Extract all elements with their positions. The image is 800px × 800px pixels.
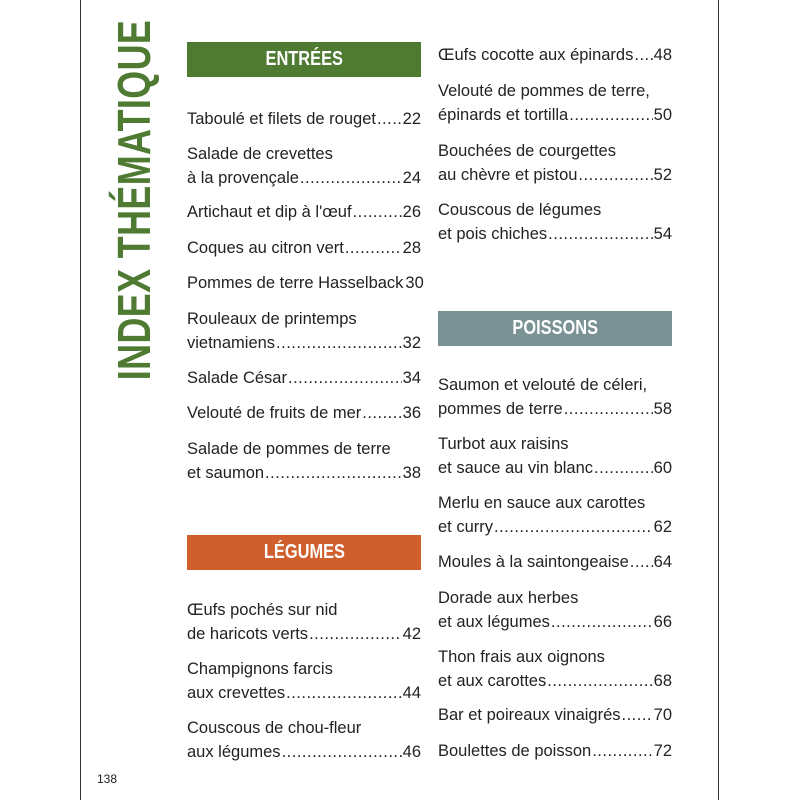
index-entry[interactable] [187,200,421,224]
index-entry[interactable] [187,236,421,260]
dot-leader [634,43,652,67]
dot-leader [547,669,652,693]
dot-leader [594,456,653,480]
entry-title-line: de haricots verts [187,625,309,643]
entry-page-number: 30 [405,274,424,292]
entry-page-number: 62 [653,518,672,536]
entry-title-line: épinards et tortilla [438,106,569,124]
entry-page-number: 64 [653,553,672,571]
entry-last-line [438,669,672,693]
entry-title-line: Coques au citron vert [187,239,344,257]
entry-title-line: Velouté de fruits de mer [187,404,362,422]
entry-last-line [438,515,672,539]
entry-page-number: 34 [402,369,421,387]
index-entry[interactable] [187,598,421,646]
entry-title-line: à la provençale [187,169,299,187]
entry-last-line [438,103,672,127]
entry-page-number: 28 [402,239,421,257]
index-entry[interactable] [438,373,672,421]
index-entry[interactable] [438,739,672,763]
entry-title-line: et saumon [187,464,265,482]
dot-leader [276,331,402,355]
entry-title-line: et aux carottes [438,672,547,690]
index-entry[interactable] [438,139,672,187]
entry-last-line [438,610,672,634]
entry-last-line [187,366,421,390]
entry-title-line: Couscous de légumes [438,201,602,219]
dot-leader [309,622,402,646]
entry-last-line [438,163,672,187]
index-entry[interactable] [438,703,672,727]
index-entry[interactable] [438,432,672,480]
index-title [104,19,164,381]
dot-leader [353,200,402,224]
entry-title-line: Dorade aux herbes [438,589,579,607]
entry-last-line [187,740,421,764]
index-entry[interactable] [438,43,672,67]
entry-last-line [438,43,672,67]
dot-leader [494,515,653,539]
entry-title-line: Saumon et velouté de céleri, [438,376,648,394]
section-heading-text: ENTRÉES [265,48,343,70]
dot-leader [592,739,652,763]
entry-page-number: 44 [402,684,421,702]
section-heading-poissons [438,311,672,346]
entry-title-line: Artichaut et dip à l'œuf [187,203,352,221]
index-entry[interactable] [438,79,672,127]
entry-title-line: Merlu en sauce aux carottes [438,494,646,512]
entry-last-line [438,703,672,727]
entry-title-line: Bar et poireaux vinaigrés [438,706,621,724]
section-heading-legumes [187,535,421,570]
entry-title-line: aux légumes [187,743,281,761]
entry-title-line: Champignons farcis [187,660,333,678]
entry-page-number: 22 [402,110,421,128]
entry-page-number: 68 [653,672,672,690]
dot-leader [282,740,402,764]
entry-page-number: 52 [653,166,672,184]
entry-page-number: 42 [402,625,421,643]
section-heading-text: POISSONS [512,317,598,339]
entry-page-number: 66 [653,613,672,631]
index-entry[interactable] [187,366,421,390]
entry-title-line: et sauce au vin blanc [438,459,594,477]
entry-last-line [187,271,424,295]
entry-page-number: 26 [402,203,421,221]
entry-title-line: aux crevettes [187,684,286,702]
dot-leader [551,610,653,634]
index-entry[interactable] [187,657,421,705]
entry-page-number: 46 [402,743,421,761]
entry-title-line: au chèvre et pistou [438,166,578,184]
index-entry[interactable] [187,142,421,190]
entry-last-line [438,456,672,480]
entry-title-line: et curry [438,518,494,536]
entry-last-line [438,397,672,421]
dot-leader [564,397,653,421]
entry-last-line [187,681,421,705]
entry-title-line: Bouchées de courgettes [438,142,616,160]
entry-page-number: 50 [653,106,672,124]
entry-last-line [438,739,672,763]
entry-title-line: Salade de crevettes [187,145,333,163]
dot-leader [362,401,401,425]
index-entry[interactable] [438,586,672,634]
index-entry[interactable] [438,491,672,539]
entry-page-number: 60 [653,459,672,477]
entry-title-line: Boulettes de poisson [438,742,592,760]
index-entry[interactable] [438,550,672,574]
entry-title-line: Moules à la saintongeaise [438,553,629,571]
entry-page-number: 24 [402,169,421,187]
dot-leader [630,550,653,574]
entry-last-line [187,166,421,190]
index-entry[interactable] [187,716,421,764]
entry-title-line: Pommes de terre Hasselback [187,274,404,292]
dot-leader [578,163,652,187]
entry-page-number: 72 [653,742,672,760]
dot-leader [288,366,402,390]
index-entry[interactable] [187,107,421,131]
dot-leader [286,681,402,705]
dot-leader [569,103,652,127]
entry-title-line: Thon frais aux oignons [438,648,605,666]
entry-last-line [187,622,421,646]
entry-title-line: Rouleaux de printemps [187,310,357,328]
entry-title-line: Velouté de pommes de terre, [438,82,650,100]
entry-title-line: et aux légumes [438,613,550,631]
entry-title-line: vietnamiens [187,334,276,352]
dot-leader [548,222,652,246]
index-entry[interactable] [187,271,424,295]
entry-last-line [438,222,672,246]
entry-title-line: Turbot aux raisins [438,435,569,453]
index-entry[interactable] [187,307,421,355]
entry-last-line [187,200,421,224]
index-entry[interactable] [187,437,421,485]
entry-page-number: 36 [402,404,421,422]
entry-title-line: Taboulé et filets de rouget [187,110,376,128]
entry-title-line: Œufs pochés sur nid [187,601,338,619]
entry-last-line [187,461,421,485]
page-number: 138 [97,772,118,786]
index-entry[interactable] [187,401,421,425]
entry-page-number: 70 [653,706,672,724]
entry-title-line: Salade de pommes de terre [187,440,391,458]
dot-leader [300,166,402,190]
section-heading-entrees [187,42,421,77]
dot-leader [345,236,402,260]
entry-page-number: 54 [653,225,672,243]
entry-last-line [438,550,672,574]
entry-last-line [187,401,421,425]
section-heading-text: LÉGUMES [263,541,345,563]
entry-title-line: Salade César [187,369,287,387]
dot-leader [377,107,402,131]
entry-page-number: 48 [653,46,672,64]
entry-last-line [187,236,421,260]
dot-leader [622,703,653,727]
entry-last-line [187,331,421,355]
entry-page-number: 58 [653,400,672,418]
index-title-text: INDEX THÉMATIQUE [108,19,160,381]
entry-page-number: 38 [402,464,421,482]
entry-last-line [187,107,421,131]
index-entry[interactable] [438,198,672,246]
entry-title-line: pommes de terre [438,400,563,418]
index-entry[interactable] [438,645,672,693]
entry-page-number: 32 [402,334,421,352]
entry-title-line: Couscous de chou-fleur [187,719,362,737]
dot-leader [265,461,402,485]
entry-title-line: et pois chiches [438,225,548,243]
entry-title-line: Œufs cocotte aux épinards [438,46,634,64]
